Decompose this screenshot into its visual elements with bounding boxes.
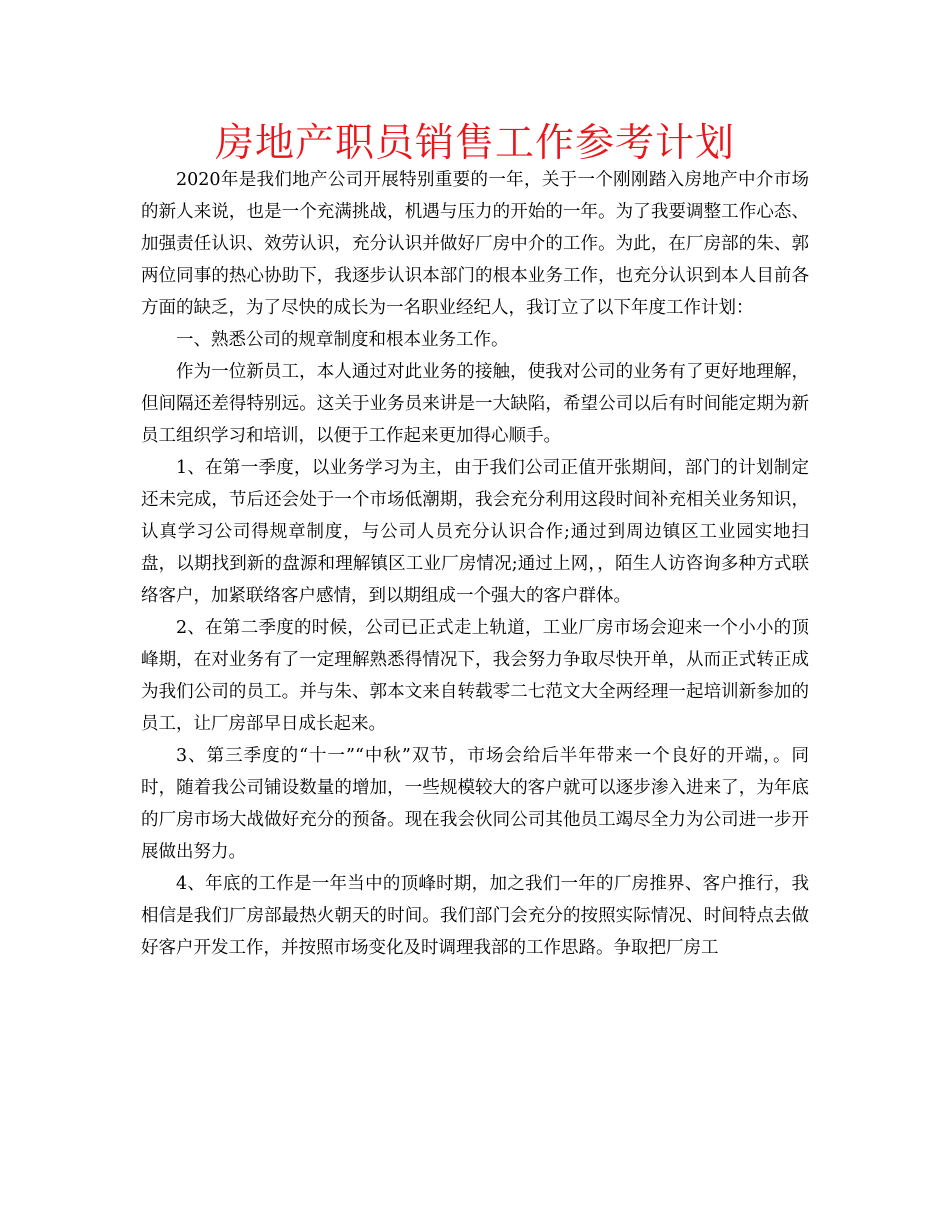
document-body [141, 164, 809, 964]
paragraph-section-heading: 一、熟悉公司的规章制度和根本业务工作。 [176, 330, 509, 350]
paragraph-q2: 2、在第二季度的时候，公司已正式走上轨道，工业厂房市场会迎来一个小小的顶峰期，在对业务有了一定理解熟悉得情况下，我会努力争取尽快开单，从而正式转正成为我们公司的员工。并与朱、郭本文来自转载零二七范文大全两经理一起培训新参加的员工，让厂房部早日成长起来。 [141, 618, 809, 734]
paragraph-q1: 1、在第一季度，以业务学习为主，由于我们公司正值开张期间，部门的计划制定还未完成，节后还会处于一个市场低潮期，我会充分利用这段时间补充相关业务知识，认真学习公司得规章制度，与公司人员充分认识合作;通过到周边镇区工业园实地扫盘，以期找到新的盘源和理解镇区工业厂房情况;通过上网，，陌生人访咨询多种方式联络客户，加紧联络客户感情，到以期组成一个强大的客户群体。 [141, 458, 809, 606]
document-title: 房地产职员销售工作参考计划 [214, 121, 735, 166]
paragraph-q4: 4、年底的工作是一年当中的顶峰时期，加之我们一年的厂房推界、客户推行，我相信是我们厂房部最热火朝天的时间。我们部门会充分的按照实际情况、时间特点去做好客户开发工作，并按照市场变化及时调理我部的工作思路。争取把厂房工 [141, 874, 809, 958]
paragraph-new-employee: 作为一位新员工，本人通过对此业务的接触，使我对公司的业务有了更好地理解，但间隔还差得特别远。这关于业务员来讲是一大缺陷，希望公司以后有时间能定期为新员工组织学习和培训，以便于工作起来更加得心顺手。 [141, 362, 809, 446]
paragraph-q3: 3、第三季度的“十一”“中秋”双节，市场会给后半年带来一个良好的开端，。同时，随着我公司铺设数量的增加，一些规模较大的客户就可以逐步渗入进来了，为年底的厂房市场大战做好充分的预备。现在我会伙同公司其他员工竭尽全力为公司进一步开展做出努力。 [141, 746, 809, 862]
paragraph-intro: 2020年是我们地产公司开展特别重要的一年，关于一个刚刚踏入房地产中介市场的新人来说，也是一个充满挑战，机遇与压力的开始的一年。为了我要调整工作心态、加强责任认识、效劳认识，充分认识并做好厂房中介的工作。为此，在厂房部的朱、郭两位同事的热心协助下，我逐步认识本部门的根本业务工作，也充分认识到本人目前各方面的缺乏，为了尽快的成长为一名职业经纪人，我订立了以下年度工作计划： [141, 170, 809, 318]
